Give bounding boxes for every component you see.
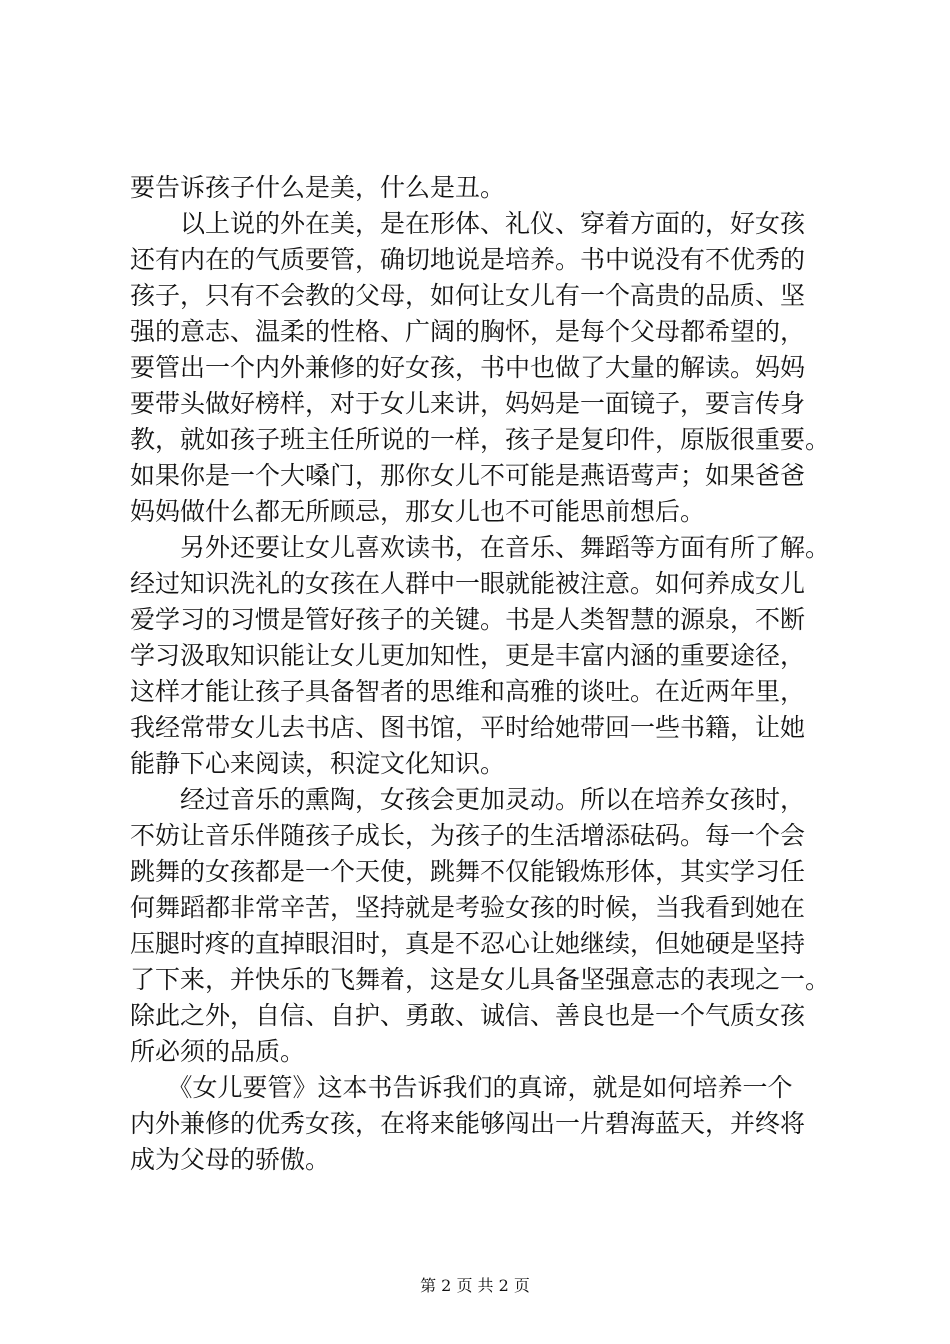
text-line: 以上说的外在美，是在形体、礼仪、穿着方面的，好女孩	[130, 209, 806, 238]
text-line: 不妨让音乐伴随孩子成长，为孩子的生活增添砝码。每一个会	[130, 821, 806, 850]
text-line: 所必须的品质。	[130, 1037, 306, 1066]
text-line: 我经常带女儿去书店、图书馆，平时给她带回一些书籍，让她	[130, 713, 806, 742]
text-line: 孩子，只有不会教的父母，如何让女儿有一个高贵的品质、坚	[130, 281, 806, 310]
text-line: 跳舞的女孩都是一个天使，跳舞不仅能锻炼形体，其实学习任	[130, 857, 806, 886]
text-line: 还有内在的气质要管，确切地说是培养。书中说没有不优秀的	[130, 245, 806, 274]
text-line: 学习汲取知识能让女儿更加知性，更是丰富内涵的重要途径，	[130, 641, 806, 670]
text-line: 能静下心来阅读，积淀文化知识。	[130, 749, 506, 778]
text-line: 经过知识洗礼的女孩在人群中一眼就能被注意。如何养成女儿	[130, 569, 806, 598]
page-number-footer: 第 2 页 共 2 页	[420, 1276, 530, 1295]
text-line: 教，就如孩子班主任所说的一样，孩子是复印件，原版很重要。	[130, 425, 831, 454]
text-line: 爱学习的习惯是管好孩子的关键。书是人类智慧的源泉，不断	[130, 605, 806, 634]
text-line: 要管出一个内外兼修的好女孩，书中也做了大量的解读。妈妈	[130, 353, 806, 382]
text-line: 压腿时疼的直掉眼泪时，真是不忍心让她继续，但她硬是坚持	[130, 929, 806, 958]
text-line: 了下来，并快乐的飞舞着，这是女儿具备坚强意志的表现之一。	[130, 965, 831, 994]
body-text	[130, 170, 830, 1178]
text-line: 另外还要让女儿喜欢读书，在音乐、舞蹈等方面有所了解。	[130, 533, 831, 562]
text-line: 成为父母的骄傲。	[130, 1145, 331, 1174]
text-line: 要带头做好榜样，对于女儿来讲，妈妈是一面镜子，要言传身	[130, 389, 806, 418]
text-line: 要告诉孩子什么是美，什么是丑。	[130, 173, 506, 202]
text-line: 《女儿要管》这本书告诉我们的真谛，就是如何培养一个	[130, 1073, 793, 1102]
text-line: 这样才能让孩子具备智者的思维和高雅的谈吐。在近两年里，	[130, 677, 806, 706]
text-line: 何舞蹈都非常辛苦，坚持就是考验女孩的时候，当我看到她在	[130, 893, 806, 922]
text-line: 经过音乐的熏陶，女孩会更加灵动。所以在培养女孩时，	[130, 785, 806, 814]
text-line: 强的意志、温柔的性格、广阔的胸怀，是每个父母都希望的，	[130, 317, 806, 346]
text-line: 除此之外，自信、自护、勇敢、诚信、善良也是一个气质女孩	[130, 1001, 806, 1030]
text-line: 内外兼修的优秀女孩，在将来能够闯出一片碧海蓝天，并终将	[130, 1109, 806, 1138]
text-line: 如果你是一个大嗓门，那你女儿不可能是燕语莺声；如果爸爸	[130, 461, 806, 490]
text-line: 妈妈做什么都无所顾忌，那女儿也不可能思前想后。	[130, 497, 706, 526]
